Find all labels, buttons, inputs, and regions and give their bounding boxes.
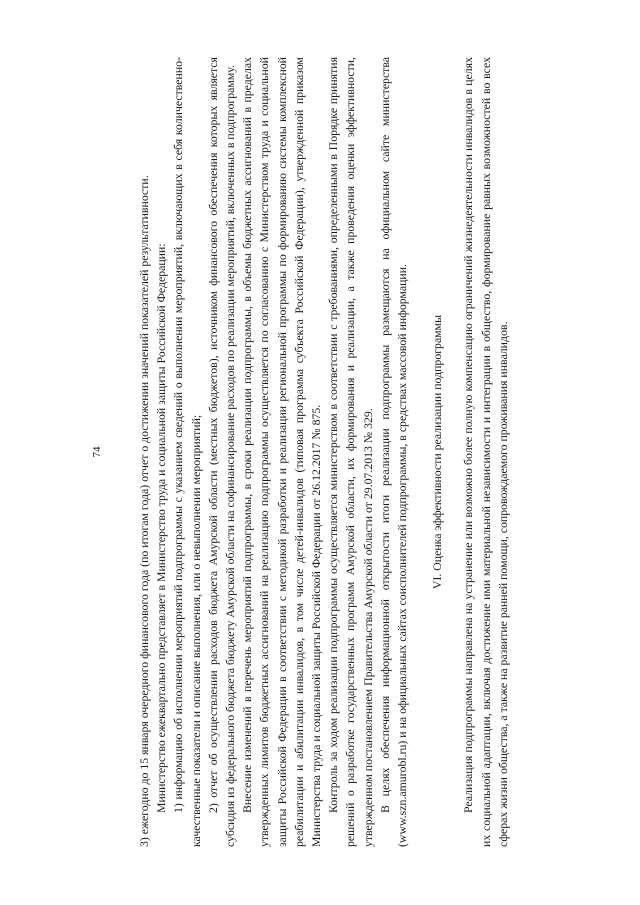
paragraph-changes-procedure: Внесение изменений в перечень мероприятий подпрограммы, в сроки реализации подпрограммы, в объемы бюджетных ассигнований в пределах утвержденных лимитов бюджетных ассигнований на реализацию подпрограммы осуществляется по согласованию с Министерством труда и социальной защиты Российской Федерации в соответствии с методикой разработки и реализации региональной программы по формированию системы комплексной реабилитации и абилитации инвалидов, в том числе детей-инвалидов (типовая программа субъекта Российской Федерации), утвержденной приказом Министерства труда и социальной защиты Российской Федерации от 26.12.2017 № 875. (240, 57, 324, 847)
paragraph-effectiveness: Реализация подпрограммы направлена на устранение или возможно более полную компенсацию ограничений жизнедеятельности инвалидов в целях их социальной адаптации, включая достижение ими материальной независимости и интеграции в общество, формирование равных возможностей во всех сферах жизни общества, а также на развитие ранней помощи, сопровождаемого проживания инвалидов. (461, 57, 510, 847)
paragraph-info-item-1: 1) информацию об исполнении мероприятий подпрограммы с указанием сведений о выполнении мероприятий, включающих в себя количественно-качественные показатели и описание выполнения, или о невыполнении мероприятий; (171, 57, 203, 847)
section-heading: VI. Оценка эффективности реализации подпрограммы (430, 314, 445, 590)
paragraph-control: Контроль за ходом реализации подпрограммы осуществляется министерством в соответствии с требованиями, определенными в Порядке принятия решений о разработке государственных программ Амурской области, их формирования и реализации, а также проведения оценки эффективности, утвержденном постановлением Правительства Амурской области от 29.07.2013 № 329. (326, 57, 375, 847)
page-number: 74 (91, 446, 103, 458)
paragraph-openness: В целях обеспечения информационной открытости итоги реализации подпрограммы размещаются на официальном сайте министерства (www.szn.amurobl.ru) и на официальных сайтах соисполнителей подпрограммы, в средствах массовой информации. (377, 57, 410, 847)
paragraph-report-deadline: 3) ежегодно до 15 января очередного финансового года (по итогам года) отчет о достижении значений показателей результативности. (137, 175, 151, 847)
rotated-text-block (90, 57, 550, 847)
paragraph-quarterly-reporting: Министерство ежеквартально представляет в Министерство труда и социальной защиты Российской Федерации: (154, 243, 169, 813)
paragraph-info-item-2: 2) отчет об осуществлении расходов бюджета Амурской области (местных бюджетов), источником финансового обеспечения которых является субсидия из федерального бюджета бюджету Амурской области на софинансирование расходов по реализации мероприятий, включенных в подпрограмму. (205, 57, 238, 847)
